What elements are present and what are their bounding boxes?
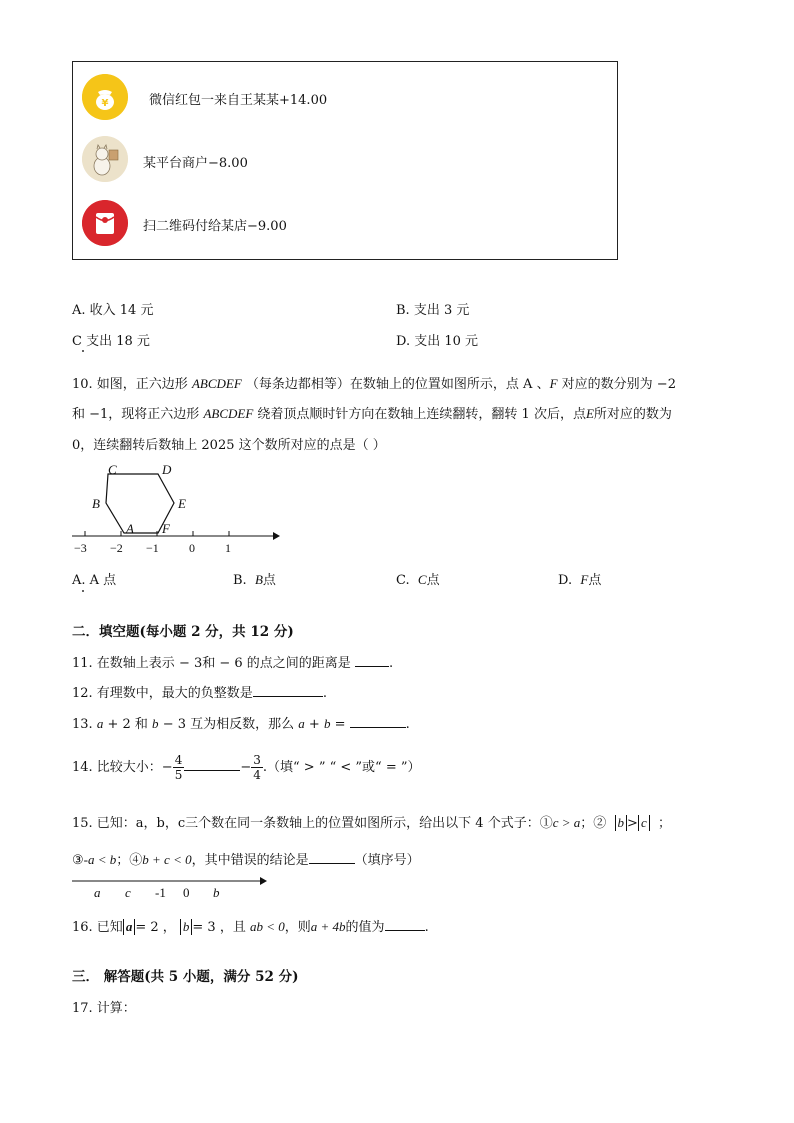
tick-label-0: 0 xyxy=(189,541,195,555)
q12-answer-blank[interactable] xyxy=(253,696,323,697)
red-envelope-icon xyxy=(82,200,128,246)
q14-fraction-1: $\frac{4}{5}$ xyxy=(174,753,183,782)
hexagon-number-line-figure xyxy=(68,460,283,555)
stray-dot xyxy=(82,350,84,352)
svg-text:¥: ¥ xyxy=(101,98,109,109)
q16-answer-blank[interactable] xyxy=(385,930,425,931)
q13-answer-blank[interactable] xyxy=(350,727,406,728)
tick-label-neg2: −2 xyxy=(110,541,123,555)
q14-answer-blank[interactable] xyxy=(184,770,240,771)
q13: 13. a + 2 和 b − 3 互为相反数，那么 a + b = . xyxy=(72,716,410,732)
q15-line1: 15. 已知：a，b，c三个数在同一条数轴上的位置如图所示，给出以下 4 个式子：①c > a；② b > c ； xyxy=(72,815,671,831)
axis-arrow xyxy=(273,532,280,540)
q14-fraction-2: $\frac{3}{4}$ xyxy=(253,753,261,782)
axis-label-a: a xyxy=(94,885,101,900)
q9-option-b: B. 支出 3 元 xyxy=(396,303,470,318)
q16: 16. 已知 a = 2 ， b = 3 ，且 ab < 0，则a + 4b的值为 . xyxy=(72,919,429,935)
vertex-label-b: B xyxy=(92,496,100,511)
vertex-label-f: F xyxy=(162,521,170,536)
q10-option-a: A. A 点 xyxy=(72,573,117,588)
cat-avatar-icon xyxy=(82,136,128,182)
axis-label-c: c xyxy=(125,885,131,900)
stray-dot xyxy=(82,590,84,592)
tick-label-1: 1 xyxy=(225,541,231,555)
tick-label-neg3: −3 xyxy=(74,541,87,555)
q10-line1: 10. 如图，正六边形 ABCDEF （每条边都相等）在数轴上的位置如图所示，点 A 、F 对应的数分别为 −2 xyxy=(72,376,676,392)
payment-text-3: 扫二维码付给某店−9.00 xyxy=(143,219,287,234)
vertex-label-e: E xyxy=(178,496,186,511)
axis-label-neg1: -1 xyxy=(155,885,166,900)
axis-label-0: 0 xyxy=(183,885,190,900)
q14: 14. 比较大小：− $\frac{4}{5}$ − $\frac{3}{4}$ .（填“ > ” “ < ”或“ = ”） xyxy=(72,753,421,782)
tick-label-neg1: −1 xyxy=(146,541,159,555)
q9-option-a: A. 收入 14 元 xyxy=(72,303,154,318)
q15-line2: ③-a < b；④b + c < 0，其中错误的结论是 （填序号） xyxy=(72,852,420,868)
vertex-label-a: A xyxy=(126,521,134,536)
q9-option-c: C 支出 18 元 xyxy=(72,334,150,349)
q9-option-d: D. 支出 10 元 xyxy=(396,334,479,349)
section3-title: 三． 解答题(共 5 小题，满分 52 分) xyxy=(72,969,299,985)
q10-option-d: D. F点 xyxy=(558,572,602,588)
abc-axis-arrow xyxy=(260,877,267,885)
abc-number-line-figure xyxy=(68,872,273,902)
vertex-label-c: C xyxy=(108,462,117,477)
vertex-label-d: D xyxy=(162,462,172,477)
q11-answer-blank[interactable] xyxy=(355,666,389,667)
q10-option-c: C. C点 xyxy=(396,572,440,588)
q17: 17. 计算： xyxy=(72,1001,136,1016)
payment-text-2: 某平台商户−8.00 xyxy=(143,156,248,171)
section2-title: 二．填空题(每小题 2 分，共 12 分) xyxy=(72,624,294,640)
payment-record-box xyxy=(72,61,618,260)
q10-line2: 和 −1，现将正六边形 ABCDEF 绕着顶点顺时针方向在数轴上连续翻转，翻转 1 次后，点E所对应的数为 xyxy=(72,406,672,422)
q15-answer-blank[interactable] xyxy=(309,863,355,864)
q11: 11. 在数轴上表示 − 3和 − 6 的点之间的距离是 . xyxy=(72,656,394,671)
q10-option-b: B. B点 xyxy=(233,572,276,588)
payment-text-1: 微信红包一来自王某某+14.00 xyxy=(149,93,328,108)
axis-label-b: b xyxy=(213,885,220,900)
gold-money-bag-icon xyxy=(82,74,128,120)
q10-line3: 0，连续翻转后数轴上 2025 这个数所对应的点是（ ） xyxy=(72,438,386,453)
q12: 12. 有理数中，最大的负整数是 . xyxy=(72,686,327,701)
